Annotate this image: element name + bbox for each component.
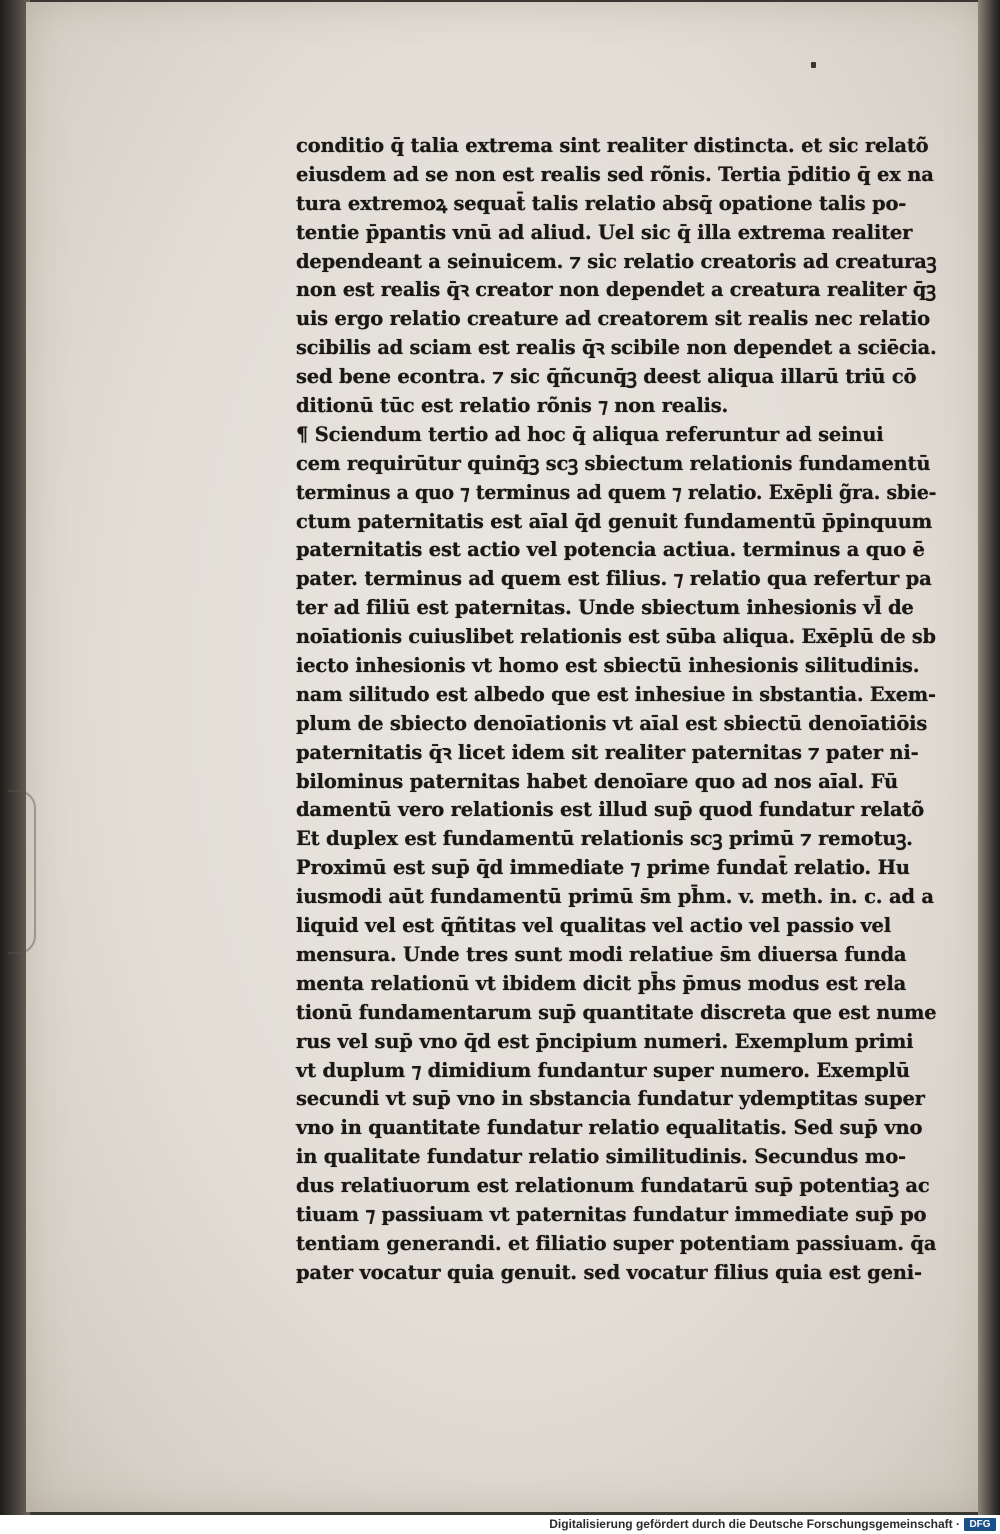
text-line: cem requirūtur quinq̄ꝫ scꝫ sbiectum relationis fundamentū [296, 451, 931, 475]
text-line: ctum paternitatis est aīal q̄d genuit fundamentū p̄pinquum [296, 509, 933, 533]
text-line: sed bene econtra. ⁊ sic q̄ñcunq̄ꝫ deest aliqua illarū triū cō [296, 365, 917, 389]
text-line: dus relatiuorum est relationum fundatarū sup̄ potentiaꝫ ac [296, 1174, 930, 1198]
text-line: uis ergo relatio creature ad creatorem sit realis nec relatio [296, 307, 930, 331]
text-line: vno in quantitate fundatur relatio equalitatis. Sed sup̄ vno [296, 1116, 923, 1140]
text-line: tura extremoꝝ sequat̄ talis relatio absq̄ opatione talis po- [296, 191, 907, 215]
pencil-mark [811, 62, 816, 68]
text-line: ter ad filiū est paternitas. Unde sbiectum inhesionis vl̄ de [296, 596, 914, 620]
text-line: pater vocatur quia genuit. sed vocatur filius quia est geni- [296, 1260, 922, 1284]
text-line: ¶ Sciendum tertio ad hoc q̄ aliqua referuntur ad seinui [296, 422, 884, 446]
text-line: mensura. Unde tres sunt modi relatiue s̄m diuersa funda [296, 942, 907, 966]
clip-mark [8, 790, 36, 954]
text-line: conditio q̄ talia extrema sint realiter distincta. et sic relatõ [296, 134, 929, 157]
text-line: secundi vt sup̄ vno in sbstancia fundatur ydemptitas super [296, 1087, 925, 1111]
text-line: tionū fundamentarum sup̄ quantitate discreta que est nume [296, 1000, 937, 1024]
text-line: paternitatis est actio vel potencia actiua. terminus a quo ē [296, 538, 925, 562]
text-line: nam silitudo est albedo que est inhesiue in sbstantia. Exem- [296, 682, 936, 706]
text-line: rus vel sup̄ vno q̄d est p̄ncipium numeri. Exemplum primi [296, 1029, 914, 1053]
text-line: bilominus paternitas habet denoīare quo ad nos aīal. Fū [296, 769, 898, 793]
text-line: plum de sbiecto denoīationis vt aīal est sbiectū denoīatiōis [296, 711, 928, 735]
text-line: tiuam ⁊ passiuam vt paternitas fundatur immediate sup̄ po [296, 1202, 927, 1226]
footer-bar [0, 1515, 1000, 1534]
text-column [296, 132, 936, 1288]
text-line: iecto inhesionis vt homo est sbiectū inhesionis silitudinis. [296, 654, 920, 678]
text-line: tentiam generandi. et filiatio super potentiam passiuam. q̄a [296, 1231, 937, 1255]
text-line: damentū vero relationis est illud sup̄ quod fundatur relatõ [296, 798, 924, 822]
text-line: vt duplum ⁊ dimidium fundantur super numero. Exemplū [296, 1058, 910, 1082]
book-gutter [978, 0, 1000, 1515]
text-line: ditionū tūc est relatio rõnis ⁊ non realis. [296, 394, 729, 418]
text-line: noīationis cuiuslibet relationis est sūba aliqua. Exēplū de sb [296, 625, 936, 649]
text-line: Proximū est sup̄ q̄d immediate ⁊ prime fundat̄ relatio. Hu [296, 856, 910, 880]
text-line: menta relationū vt ibidem dicit ph̄s p̄mus modus est rela [296, 971, 907, 995]
text-line: pater. terminus ad quem est filius. ⁊ relatio qua refertur pa [296, 567, 932, 591]
text-line: eiusdem ad se non est realis sed rõnis. Tertia p̄ditio q̄ ex na [296, 162, 934, 186]
text-line: dependeant a seinuicem. ⁊ sic relatio creatoris ad creaturaꝫ [296, 249, 937, 273]
dfg-logo: DFG [964, 1518, 996, 1531]
text-line: tentie p̄pantis vnū ad aliud. Uel sic q̄ illa extrema realiter [296, 220, 913, 244]
text-line: Et duplex est fundamentū relationis scꝫ primū ⁊ remotuꝫ. [296, 827, 913, 851]
footer-credit: Digitalisierung gefördert durch die Deutsche Forschungsgemeinschaft · [549, 1517, 960, 1531]
text-line: in qualitate fundatur relatio similitudinis. Secundus mo- [296, 1145, 906, 1169]
text-line: scibilis ad sciam est realis q̄ꝛ scibile non dependet a sciēcia. [296, 336, 937, 360]
text-line: terminus a quo ⁊ terminus ad quem ⁊ relatio. Exēpli g̃ra. sbie- [296, 480, 937, 504]
text-line: paternitatis q̄ꝛ licet idem sit realiter paternitas ⁊ pater ni- [296, 740, 919, 764]
text-line: non est realis q̄ꝛ creator non dependet a creatura realiter q̄ꝫ [296, 278, 936, 302]
text-line: liquid vel est q̄ñtitas vel qualitas vel actio vel passio vel [296, 914, 891, 938]
text-line: iusmodi aūt fundamentū primū s̄m ph̄m. v. meth. in. c. ad a [296, 885, 934, 909]
